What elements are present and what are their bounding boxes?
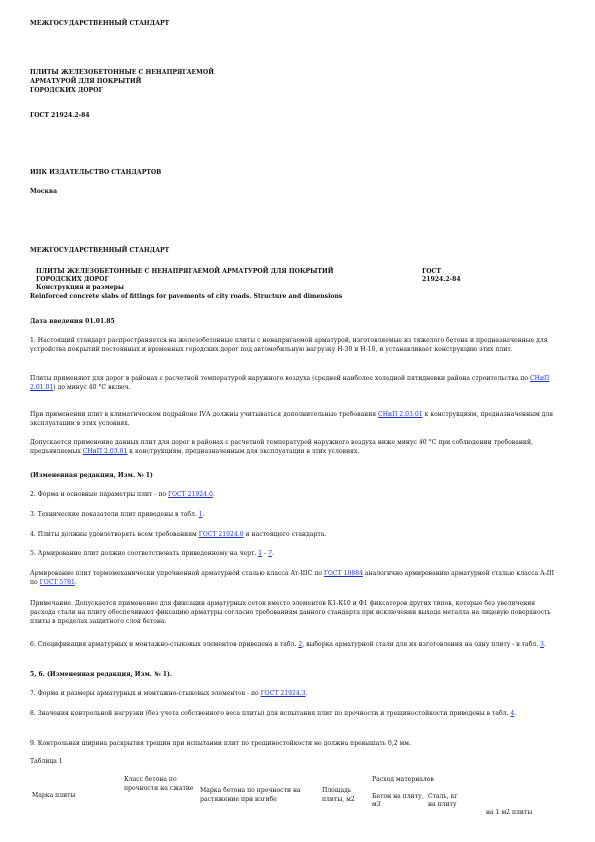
paragraph-note: Примечание. Допускается применение для фиксации арматурных сеток вместо элементов К1-К10 и Ф1 фиксаторов других типов, которые без увеличения расхода стали на плиту обеспечивают фиксацию арматуры согласно требованиям данного стандарта при исключении выхода металла на лицевую поверхность плиты в пределах защитного слоя бетона. (30, 600, 551, 626)
th-concrete-volume: Бетон на плиту, м3 (372, 792, 424, 809)
title-line-2: АРМАТУРОЙ ДЛЯ ПОКРЫТИЙ (30, 78, 142, 85)
city: Москва (30, 188, 58, 195)
table-3-link[interactable]: 3 (540, 641, 544, 648)
th-concrete-grade: Марка бетона по прочности на растяжение при изгибе (200, 787, 301, 803)
paragraph-14: 7. Форма и размеры арматурных и монтажно-стыковых элементов - по ГОСТ 21924.3. (30, 690, 308, 697)
gost-label: ГОСТ (422, 268, 441, 275)
th-steel-per-slab: на плиту (428, 801, 457, 809)
drawing-1-link[interactable]: 1 (258, 550, 263, 557)
gost-21924-3-link[interactable]: ГОСТ 21924.3 (260, 690, 306, 697)
paragraph-10: Армирование плит термомеханически упрочненной арматурной сталью класса Ат-IIIС по ГОСТ 10884 аналогично армированию арматурной сталью класса А-III по ГОСТ 5781. (30, 570, 555, 587)
table-1-link[interactable]: 1 (198, 511, 203, 518)
table-label: Таблица 1 (30, 758, 63, 765)
title-line-3: ГОРОДСКИХ ДОРОГ (30, 87, 103, 94)
paragraph-16: 9. Контрольная ширина раскрытия трещин при испытании плит по трещиностойкости не должна превышать 0,2 мм. (30, 740, 411, 747)
paragraph-9: 5. Армирование плит должно соответствовать приведенному на черт. 1 - 7. (30, 550, 274, 557)
th-steel: Сталь, кг (428, 792, 458, 800)
paragraph-5: (Измененная редакция, Изм. № 1) (30, 472, 153, 479)
publisher: ИПК ИЗДАТЕЛЬСТВО СТАНДАРТОВ (30, 169, 162, 176)
gost-10884-link[interactable]: ГОСТ 10884 (323, 570, 363, 577)
table-2-link[interactable]: 2 (298, 641, 303, 648)
th-steel-per-m2: на 1 м2 плиты (486, 809, 533, 817)
th-concrete-class: Класс бетона по прочности на сжатие (124, 776, 194, 792)
snip-2-01-01-link[interactable]: СНиП 2.01.01 (30, 375, 550, 392)
paragraph-15: 8. Значения контрольной нагрузки (без учета собственного веса плиты) для испытания плит по прочности и трещиностойкости приведены в табл. 4. (30, 710, 517, 717)
paragraph-8: 4. Плиты должны удовлетворять всем требованиям ГОСТ 21924.0 и настоящего стандарта. (30, 531, 327, 538)
doc-title-line-2: ГОРОДСКИХ ДОРОГ (36, 276, 109, 283)
paragraph-1: 1. Настоящий стандарт распространяется на железобетонные плиты с ненапрягаемой арматурой, изготовляемые из тяжелого бетона и предназначенные для устройства покрытий постоянных и временных городских дорог под автомобильную нагрузку Н-30 и Н-10, и устанавливает конструкцию этих плит. (30, 337, 548, 354)
gost-code: ГОСТ 21924.2-84 (30, 112, 90, 119)
drawing-7-link[interactable]: 7 (268, 550, 272, 557)
snip-2-03-01-link[interactable]: СНиП 2.03.01 (378, 411, 423, 418)
standard-type-heading: МЕЖГОСУДАРСТВЕННЫЙ СТАНДАРТ (30, 20, 170, 27)
intro-date: Дата введения 01.01.85 (30, 318, 115, 325)
gost-21924-0-link-2[interactable]: ГОСТ 21924.0 (198, 531, 244, 538)
paragraph-4: Допускается применение данных плит для дорог в районах с расчетной температурой наружного воздуха ниже минус 40 °С при соблюдении требований, предъявляемых СНиП 2.03.01 к конструкциям, предназначенным для эксплуатации в этих условиях. (30, 439, 533, 456)
doc-subtitle: Конструкция и размеры (36, 284, 125, 291)
th-slab-mark: Марка плиты (32, 792, 76, 799)
paragraph-3: При применении плит в климатическом подрайоне IVА должны учитываться дополнительные требования СНиП 2.03.01 к конструкциям, предназначенным для эксплуатации в этих условиях. (30, 411, 554, 428)
doc-title-line-1: ПЛИТЫ ЖЕЛЕЗОБЕТОННЫЕ С НЕНАПРЯГАЕМОЙ АРМАТУРОЙ ДЛЯ ПОКРЫТИЙ (36, 268, 334, 275)
table-4-link[interactable]: 4 (510, 710, 515, 717)
table-1 (30, 776, 570, 818)
title-line-1: ПЛИТЫ ЖЕЛЕЗОБЕТОННЫЕ С НЕНАПРЯГАЕМОЙ (30, 69, 214, 76)
standard-type-heading-2: МЕЖГОСУДАРСТВЕННЫЙ СТАНДАРТ (30, 247, 170, 254)
paragraph-12: 6. Спецификация арматурных и монтажно-стыковых элементов приведена в табл. 2, выборка арматурной стали для их изготовления на одну плиту - в табл. 3. (30, 641, 546, 648)
gost-5781-link[interactable]: ГОСТ 5781 (39, 579, 75, 587)
th-materials: Расход материалов (372, 776, 434, 783)
paragraph-13: 5, 6. (Измененная редакция, Изм. № 1). (30, 671, 172, 678)
paragraph-7: 3. Технические показатели плит приведены в табл. 1. (30, 511, 205, 518)
gost-number: 21924.2-84 (422, 276, 461, 283)
english-title: Reinforced concrete slabs of fittings for pavements of city roads. Structure and dimensions (30, 293, 343, 300)
th-slab-area: Площадь плиты, м2 (322, 787, 355, 803)
paragraph-6: 2. Форма и основные параметры плит - по ГОСТ 21924.0. (30, 491, 215, 498)
snip-2-03-01-link-2[interactable]: СНиП 2.03.01 (82, 448, 128, 456)
paragraph-2: Плиты применяют для дорог в районах с расчетной температурой наружного воздуха (средней наиболее холодной пятидневки района строительства по СНиП 2.01.01) до минус 40 °С включ. (30, 375, 550, 392)
gost-21924-0-link[interactable]: ГОСТ 21924.0 (167, 491, 213, 498)
